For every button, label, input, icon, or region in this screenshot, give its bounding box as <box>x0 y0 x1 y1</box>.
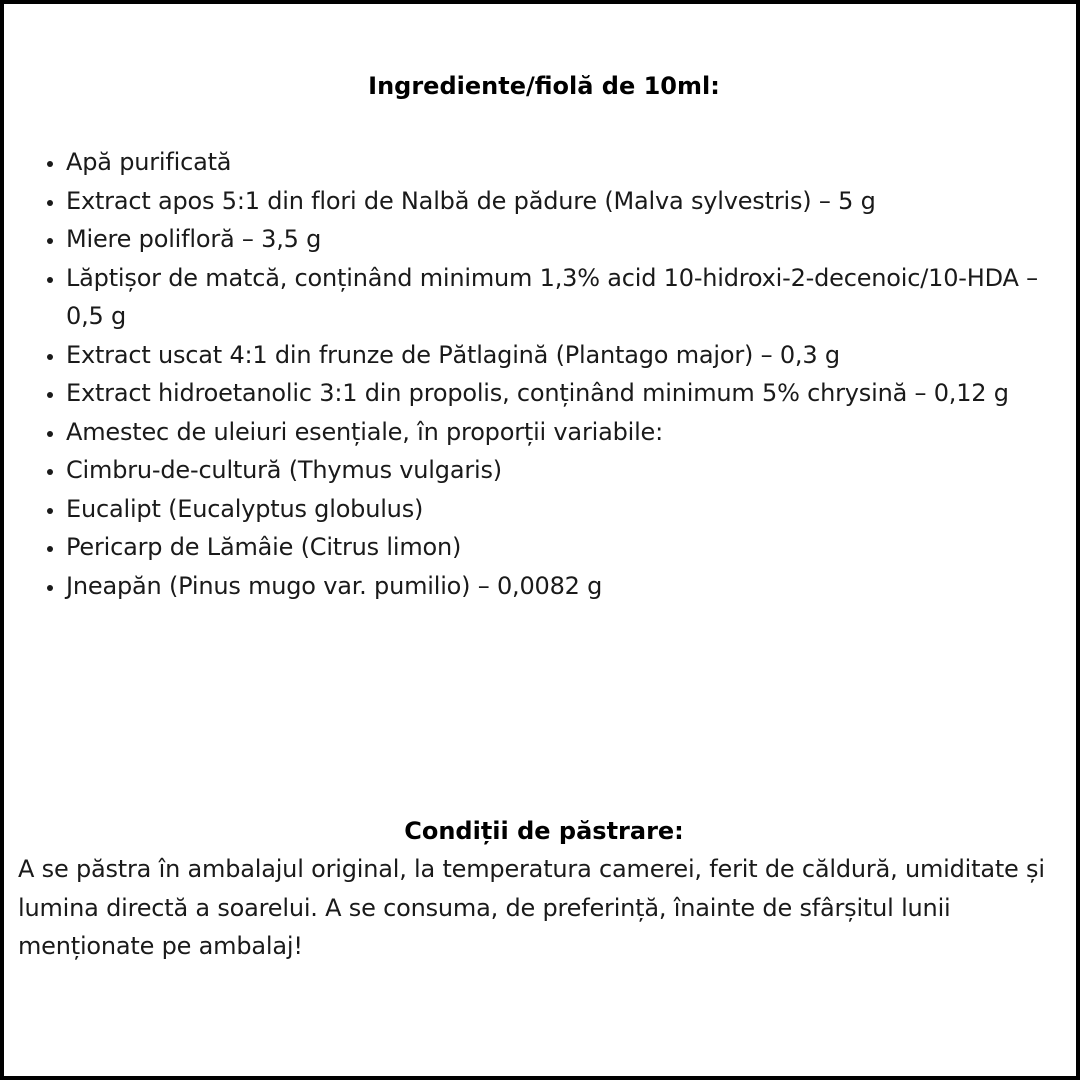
ingredient-item: • Lăptișor de matcă, conținând minimum 1,3% acid 10-hidroxi-2-decenoic/10-HDA – 0,5 g <box>66 259 1080 336</box>
ingredient-item: • Cimbru-de-cultură (Thymus vulgaris) <box>66 451 1080 490</box>
ingredient-item: • Eucalipt (Eucalyptus globulus) <box>66 490 1080 529</box>
ingredient-item: • Pericarp de Lămâie (Citrus limon) <box>66 528 1080 567</box>
ingredient-list <box>30 143 1080 605</box>
ingredient-item: • Jneapăn (Pinus mugo var. pumilio) – 0,0082 g <box>66 567 1080 606</box>
ingredient-item: • Amestec de uleiuri esențiale, în proporții variabile: <box>66 413 1080 452</box>
ingredient-item: • Miere poliflоră – 3,5 g <box>66 220 1080 259</box>
storage-text: A se păstra în ambalajul original, la temperatura camerei, ferit de căldură, umiditate și lumina directă a soarelui. A se consuma, de preferință, înainte de sfârșitul lunii menționate pe ambalaj! <box>18 855 1045 960</box>
ingredient-item: • Extract uscat 4:1 din frunze de Pătlagină (Plantago major) – 0,3 g <box>66 336 1080 375</box>
ingredient-item: • Extract apos 5:1 din flori de Nalbă de pădure (Malva sylvestris) – 5 g <box>66 182 1080 221</box>
storage-title: Condiții de păstrare: <box>404 817 684 845</box>
ingredients-title: Ingrediente/fiolă de 10ml: <box>368 72 720 100</box>
ingredient-item: • Apă purificată <box>66 143 1080 182</box>
ingredient-item: • Extract hidroetanolic 3:1 din propolis, conținând minimum 5% chrysină – 0,12 g <box>66 374 1080 413</box>
